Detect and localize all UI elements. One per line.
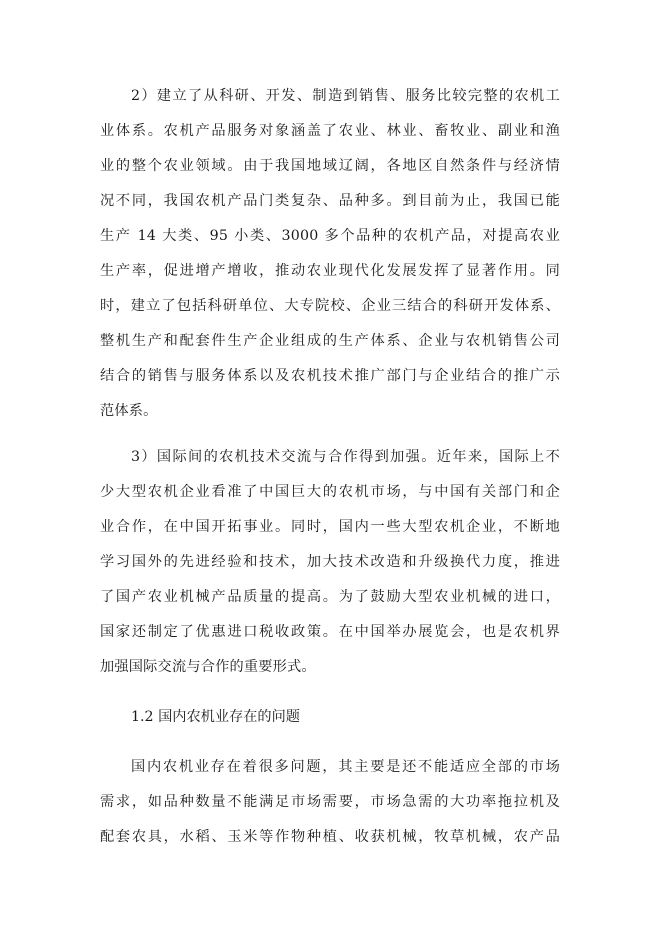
paragraph-1-line-4: 况不同，我国农机产品门类复杂、品种多。到目前为止，我国已能 [100,193,560,209]
paragraph-2-line-6: 国家还制定了优惠进口税收政策。在中国举办展览会，也是农机界 [100,624,560,640]
section-heading: 1.2 国内农机业存在的问题 [131,709,300,725]
paragraph-3-line-1: 国内农机业存在着很多问题，其主要是还不能适应全部的市场 [131,759,560,775]
paragraph-1-line-7: 时，建立了包括科研单位、大专院校、企业三结合的科研开发体系、 [100,298,560,314]
paragraph-2-line-4: 学习国外的先进经验和技术，加大技术改造和升级换代力度，推进 [100,554,560,570]
paragraph-1-line-5: 生产 14 大类、95 小类、3000 多个品种的农机产品，对提高农业 [100,228,560,244]
paragraph-1-line-1: 2）建立了从科研、开发、制造到销售、服务比较完整的农机工 [131,88,560,104]
paragraph-2-line-5: 了国产农业机械产品质量的提高。为了鼓励大型农业机械的进口， [100,589,560,605]
paragraph-1 [100,79,560,429]
paragraph-1-line-9: 结合的销售与服务体系以及农机技术推广部门与企业结合的推广示 [100,368,560,384]
paragraph-1-line-8: 整机生产和配套件生产企业组成的生产体系、企业与农机销售公司 [100,333,560,349]
paragraph-2 [100,440,560,685]
paragraph-1-line-6: 生产率，促进增产增收，推动农业现代化发展发挥了显著作用。同 [100,263,560,279]
paragraph-1-line-2: 业体系。农机产品服务对象涵盖了农业、林业、畜牧业、副业和渔 [100,123,560,139]
paragraph-2-line-1: 3）国际间的农机技术交流与合作得到加强。近年来，国际上不 [131,449,560,465]
paragraph-1-line-3: 业的整个农业领域。由于我国地域辽阔，各地区自然条件与经济情 [100,158,560,174]
paragraph-2-line-3: 业合作，在中国开拓事业。同时，国内一些大型农机企业，不断地 [100,519,560,535]
paragraph-2-line-2: 少大型农机企业看准了中国巨大的农机市场，与中国有关部门和企 [100,484,560,500]
paragraph-2-line-7: 加强国际交流与合作的重要形式。 [100,659,316,675]
paragraph-3 [100,750,560,855]
paragraph-3-line-2: 需求，如品种数量不能满足市场需要，市场急需的大功率拖拉机及 [100,794,560,810]
paragraph-3-line-3: 配套农具，水稻、玉米等作物种植、收获机械，牧草机械，农产品 [100,829,560,845]
paragraph-1-line-10: 范体系。 [100,403,158,419]
